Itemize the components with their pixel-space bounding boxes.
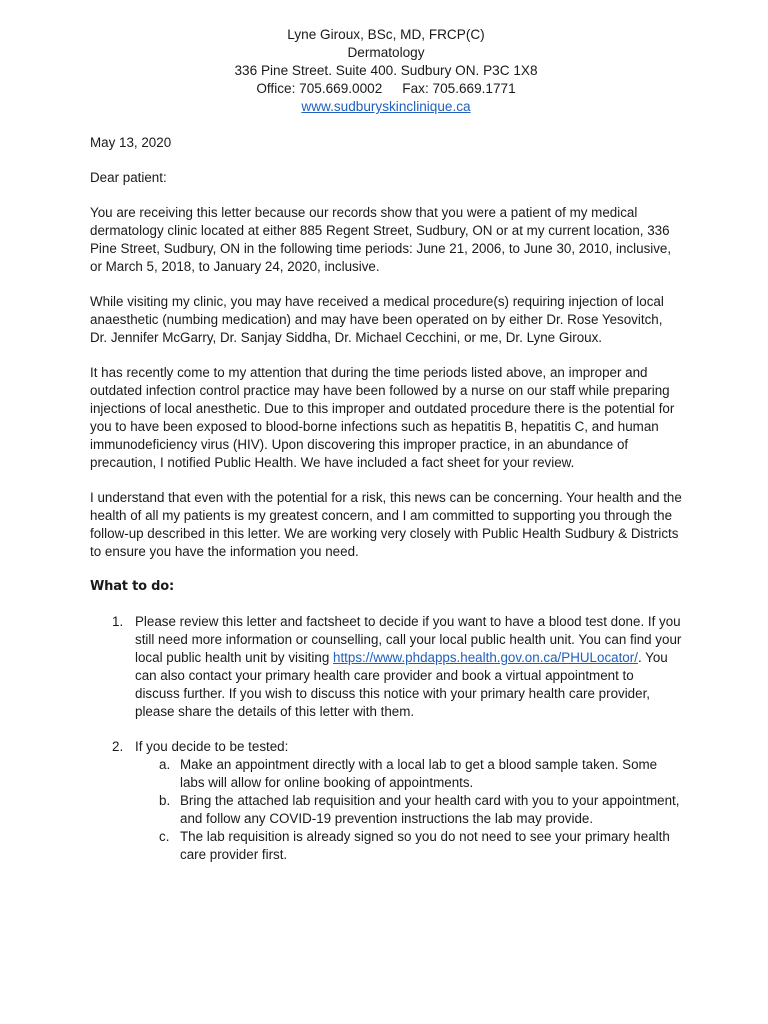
what-to-do-heading: What to do: [90, 579, 175, 594]
clinic-website-link[interactable]: www.sudburyskinclinique.ca [301, 99, 471, 114]
steps-list [90, 613, 682, 864]
paragraph-concern: I understand that even with the potential for a risk, this news can be concerning. Your health and the health of all my patients is my greatest concern, and I am committed to supporting you through the follow-up described in this letter. We are working very closely with Public Health Sudbury & Districts to ensure you have the information you need. [90, 490, 682, 559]
list-item [135, 792, 682, 828]
letterhead [90, 26, 682, 116]
list-item [90, 738, 682, 864]
step-text-continued: . You can also contact your primary health care provider and book a virtual appointment to discuss further. If you wish to discuss this notice with your primary health care provider, please share the details of this letter with them. [135, 650, 668, 719]
step-number: 2. [112, 739, 124, 754]
sub-steps-list [135, 756, 682, 864]
letter-page [90, 26, 682, 864]
phu-locator-link[interactable]: https://www.phdapps.health.gov.on.ca/PHULocator/ [333, 650, 638, 665]
paragraph-records: You are receiving this letter because our records show that you were a patient of my medical dermatology clinic located at either 885 Regent Street, Sudbury, ON or at my current location, 336 Pine Street, Sudbury, ON in the following time periods: June 21, 2006, to June 30, 2010, inclusive, or March 5, 2018, to January 24, 2020, inclusive. [90, 205, 672, 274]
step-number: 1. [112, 614, 124, 629]
step-text: If you decide to be tested: [135, 739, 289, 754]
clinic-address: 336 Pine Street. Suite 400. Sudbury ON. P3C 1X8 [234, 63, 538, 78]
sub-step-letter: b. [159, 793, 171, 808]
letter-date: May 13, 2020 [90, 135, 172, 150]
fax-number: Fax: 705.669.1771 [402, 81, 516, 96]
paragraph-procedures: While visiting my clinic, you may have received a medical procedure(s) requiring injection of local anaesthetic (numbing medication) and may have been operated on by either Dr. Rose Yesovitch, Dr. Jennifer McGarry, Dr. Sanjay Siddha, Dr. Michael Cecchini, or me, Dr. Lyne Giroux. [90, 294, 664, 345]
doctor-name: Lyne Giroux, BSc, MD, FRCP(C) [287, 27, 485, 42]
sub-step-letter: a. [159, 757, 171, 772]
sub-step-text: Make an appointment directly with a local lab to get a blood sample taken. Some labs will allow for online booking of appointments. [180, 757, 658, 790]
salutation: Dear patient: [90, 170, 167, 185]
sub-step-letter: c. [159, 829, 170, 844]
office-phone: Office: 705.669.0002 [256, 81, 383, 96]
sub-step-text: Bring the attached lab requisition and your health card with you to your appointment, and follow any COVID-19 prevention instructions the lab may provide. [180, 793, 680, 826]
list-item [135, 756, 682, 792]
contact-line [90, 80, 682, 98]
step-text: Please review this letter and factsheet to decide if you want to have a blood test done. If you still need more information or counselling, call your local public health unit. You can find your local public health unit by visiting [135, 614, 682, 665]
paragraph-infection-control: It has recently come to my attention that during the time periods listed above, an improper and outdated infection control practice may have been followed by a nurse on our staff while preparing injections of local anesthetic. Due to this improper and outdated procedure there is the potential for you to have been exposed to blood-borne infections such as hepatitis B, hepatitis C, and human immunodeficiency virus (HIV). Upon discovering this improper practice, in an abundance of precaution, I notified Public Health. We have included a fact sheet for your review. [90, 365, 675, 470]
specialty: Dermatology [347, 45, 425, 60]
sub-step-text: The lab requisition is already signed so you do not need to see your primary health care provider first. [180, 829, 670, 862]
list-item [90, 613, 682, 721]
list-item [135, 828, 682, 864]
